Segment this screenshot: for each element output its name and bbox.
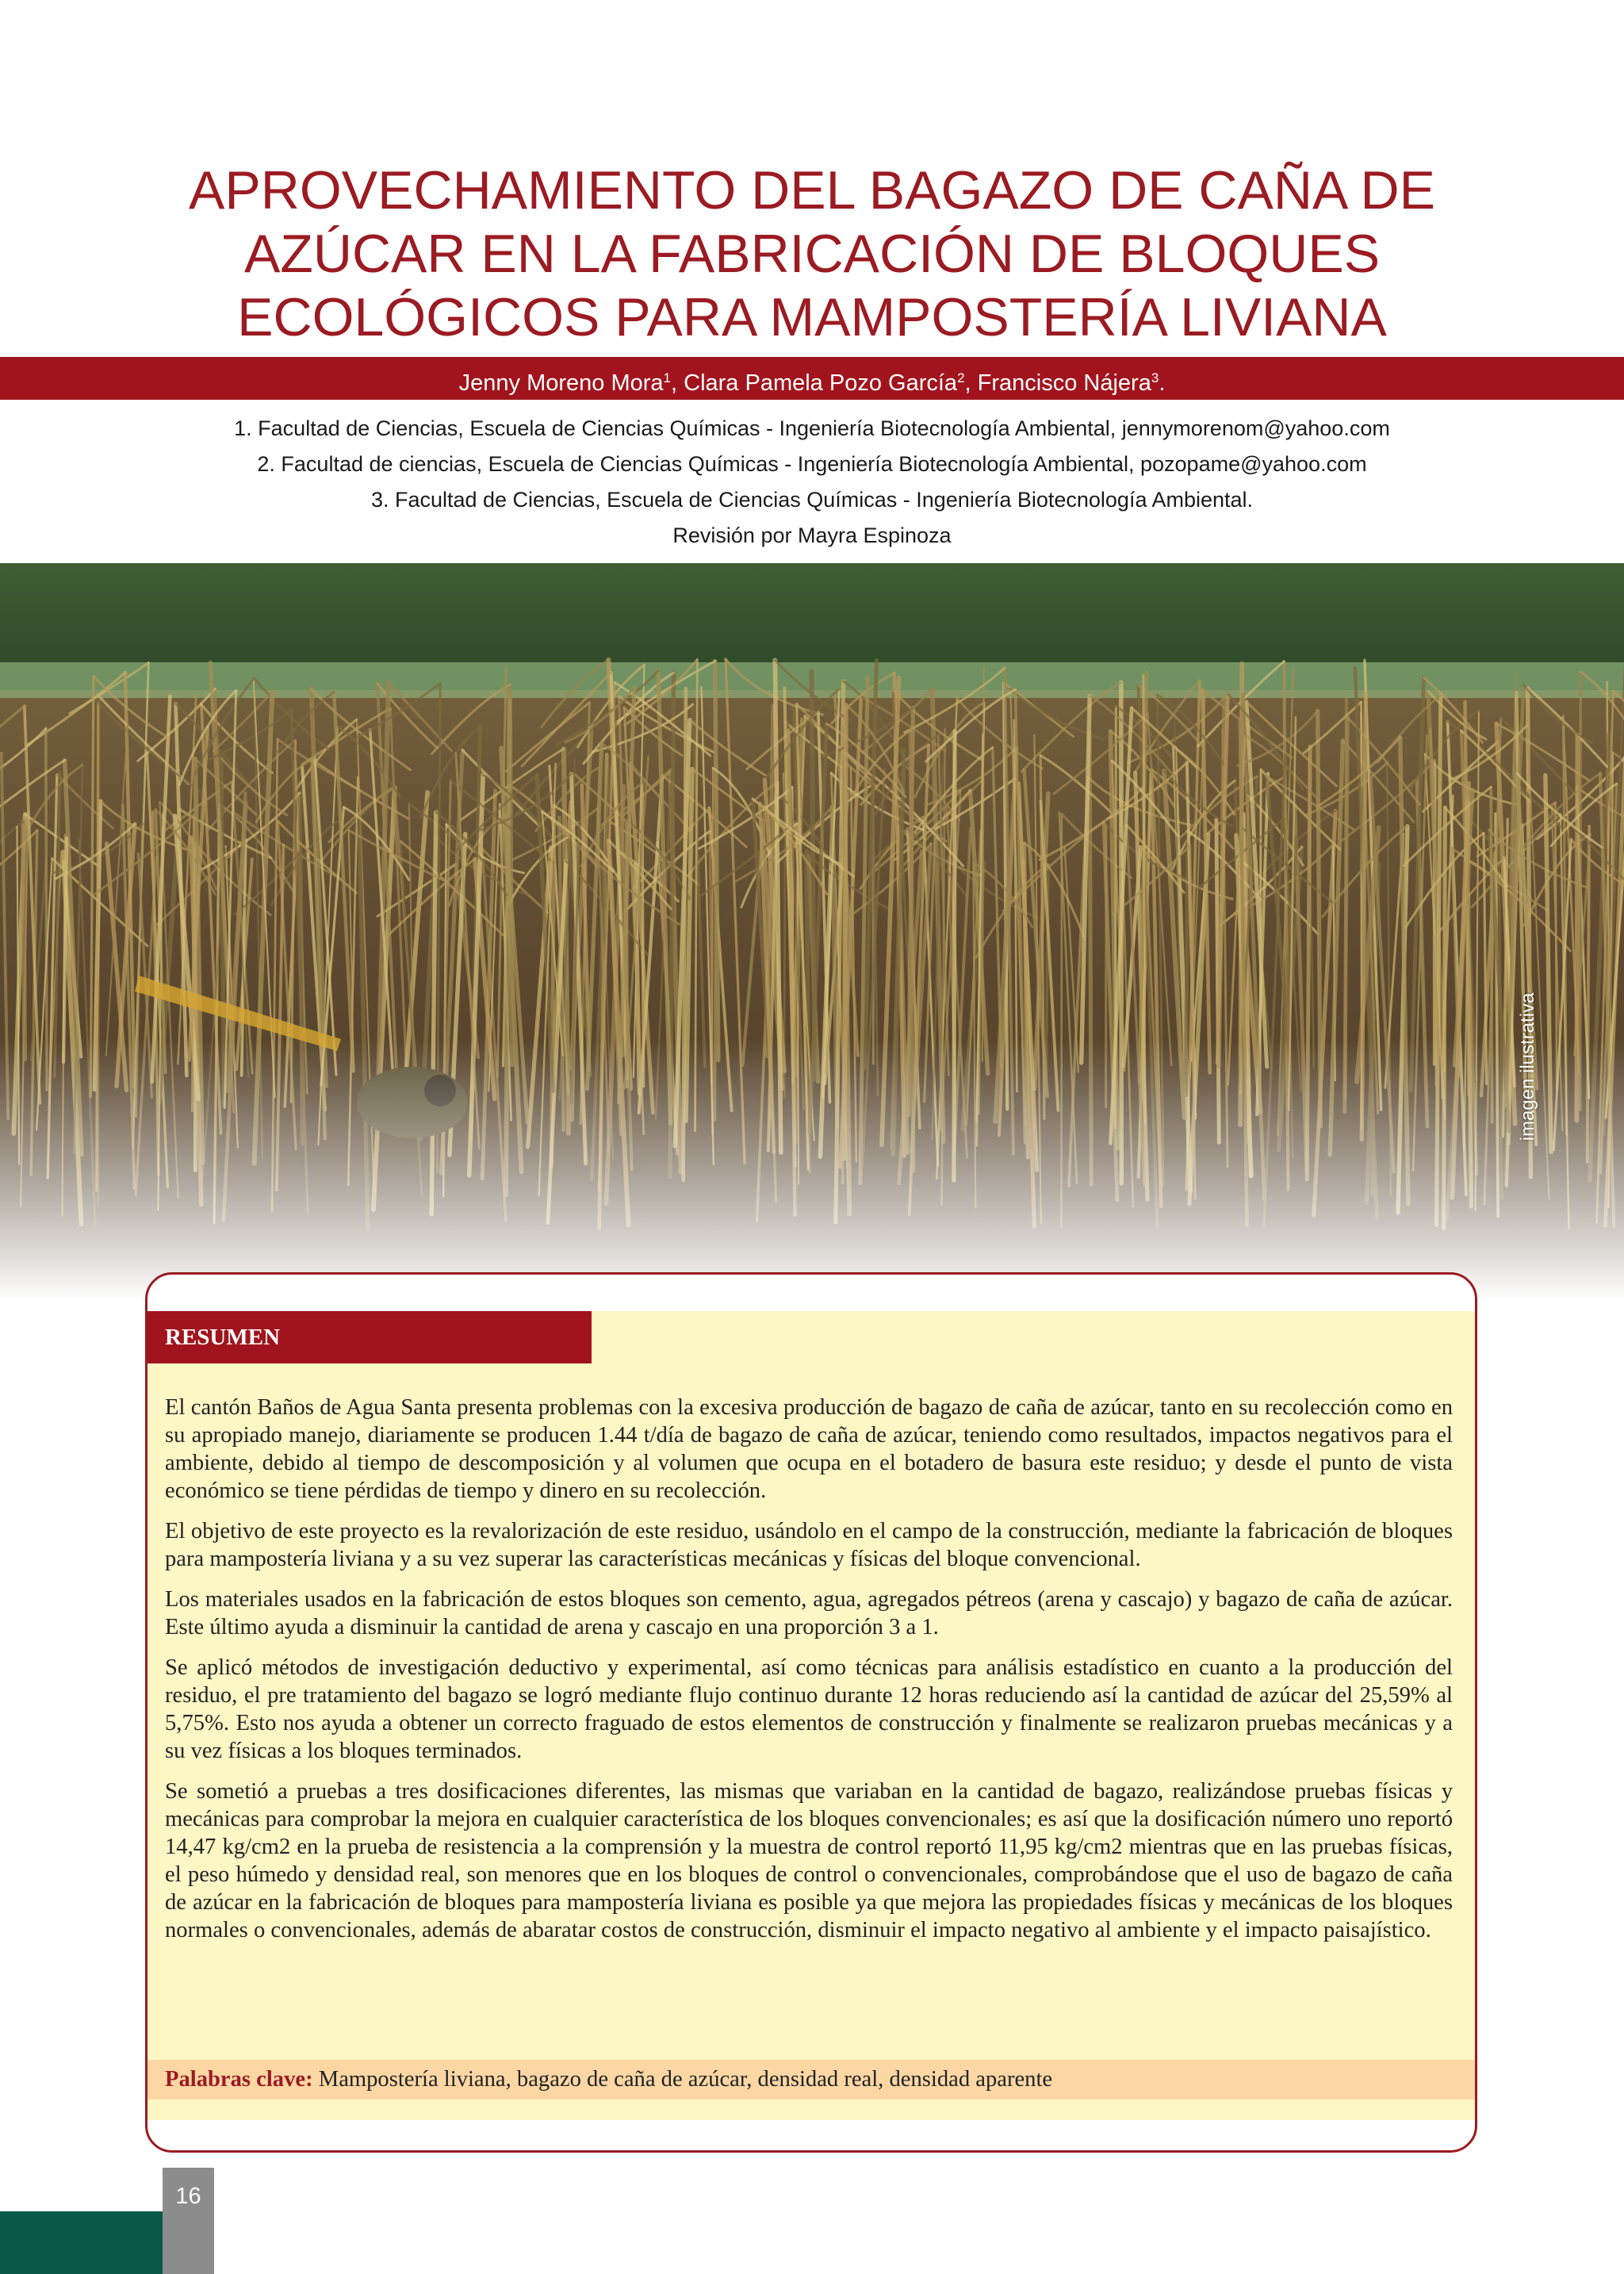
abstract-heading: RESUMEN <box>147 1311 592 1363</box>
abstract-paragraph: Los materiales usados en la fabricación de estos bloques son cemento, agua, agregados pétreos (arena y cascajo) y bagazo de caña de azúcar. Este último ayuda a disminuir la cantidad de arena y cascajo en una proporción 3 a 1. <box>165 1587 1453 1639</box>
author: Clara Pamela Pozo García$^2$, <box>684 370 978 396</box>
keywords-row <box>147 2060 1475 2100</box>
title-line: ECOLÓGICOS PARA MAMPOSTERÍA LIVIANA <box>237 287 1387 347</box>
abstract-paragraph: Se sometió a pruebas a tres dosificaciones diferentes, las mismas que variaban en la cantidad de bagazo, realizándose pruebas físicas y mecánicas para comprobar la mejora en cualquier característica de los bloques convencionales; es así que la dosificación número uno reportó 14,47 kg/cm2 en la prueba de resistencia a la comprensión y la muestra de control reportó 11,95 kg/cm2 mientras que en las pruebas físicas, el peso húmedo y densidad real, son menores que en los bloques de control o convencionales, comprobándose que el uso de bagazo de caña de azúcar en la fabricación de bloques para mampostería liviana es posible ya que mejora las propiedades físicas y mecánicas de los bloques normales o convencionales, además de abaratar costos de construcción, disminuir el impacto negativo al ambiente y el impacto paisajístico. <box>165 1779 1453 1942</box>
author: Jenny Moreno Mora$^1$, <box>458 370 684 396</box>
title-line: AZÚCAR EN LA FABRICACIÓN DE BLOQUES <box>243 224 1381 284</box>
keywords-text: Mampostería liviana, bagazo de caña de azúcar, densidad real, densidad aparente <box>318 2067 1053 2092</box>
abstract-paragraph: El cantón Baños de Agua Santa presenta problemas con la excesiva producción de bagazo de caña de azúcar, tanto en su recolección como en su apropiado manejo, diariamente se producen 1.44 t/día de bagazo de caña de azúcar, teniendo como resultados, impactos negativos para el ambiente, debido al tiempo de descomposición y al volumen que ocupa en el botadero de basura este residuo; y desde el punto de vista económico se tiene pérdidas de tiempo y dinero en su recolección. <box>165 1395 1453 1503</box>
author-bar <box>0 357 1624 400</box>
footer-band <box>0 2211 1624 2274</box>
page-number: 16 <box>163 2168 214 2274</box>
photo-credit: imagen ilustrativa <box>1517 992 1538 1141</box>
sugarcane-field-photo <box>0 563 1624 1301</box>
keywords-label: Palabras clave: <box>165 2067 313 2092</box>
article-title <box>0 159 1624 349</box>
abstract-text <box>165 1394 1453 1957</box>
author: Francisco Nájera$^3$. <box>977 370 1166 396</box>
abstract-paragraph: Se aplicó métodos de investigación deductivo y experimental, así como técnicas para análisis estadístico en cuanto a la producción del residuo, el pre tratamiento del bagazo se logró mediante flujo continuo durante 12 horas reduciendo así la cantidad de azúcar del 25,59% al 5,75%. Esto nos ayuda a obtener un correcto fraguado de estos elementos de construcción y finalmente se realizaron pruebas mecánicas y a su vez físicas a los bloques terminados. <box>165 1655 1453 1763</box>
affiliation: 3. Facultad de Ciencias, Escuela de Ciencias Químicas - Ingeniería Biotecnología Ambiental. <box>370 488 1254 512</box>
affiliation: 1. Facultad de Ciencias, Escuela de Ciencias Químicas - Ingeniería Biotecnología Ambiental, jennymorenom@yahoo.com <box>234 416 1390 440</box>
abstract-paragraph: El objetivo de este proyecto es la revalorización de este residuo, usándolo en el campo de la construcción, mediante la fabricación de bloques para mampostería liviana y a su vez superar las características mecánicas y físicas del bloque convencional. <box>165 1519 1453 1571</box>
affiliations <box>0 411 1624 554</box>
abstract-box <box>145 1272 1477 2153</box>
affiliation: 2. Facultad de ciencias, Escuela de Ciencias Químicas - Ingeniería Biotecnología Ambiental, pozopame@yahoo.com <box>257 452 1367 476</box>
footer-green-bar <box>0 2211 163 2274</box>
reviewer: Revisión por Mayra Espinoza <box>672 523 952 547</box>
title-line: APROVECHAMIENTO DEL BAGAZO DE CAÑA DE <box>189 160 1435 220</box>
